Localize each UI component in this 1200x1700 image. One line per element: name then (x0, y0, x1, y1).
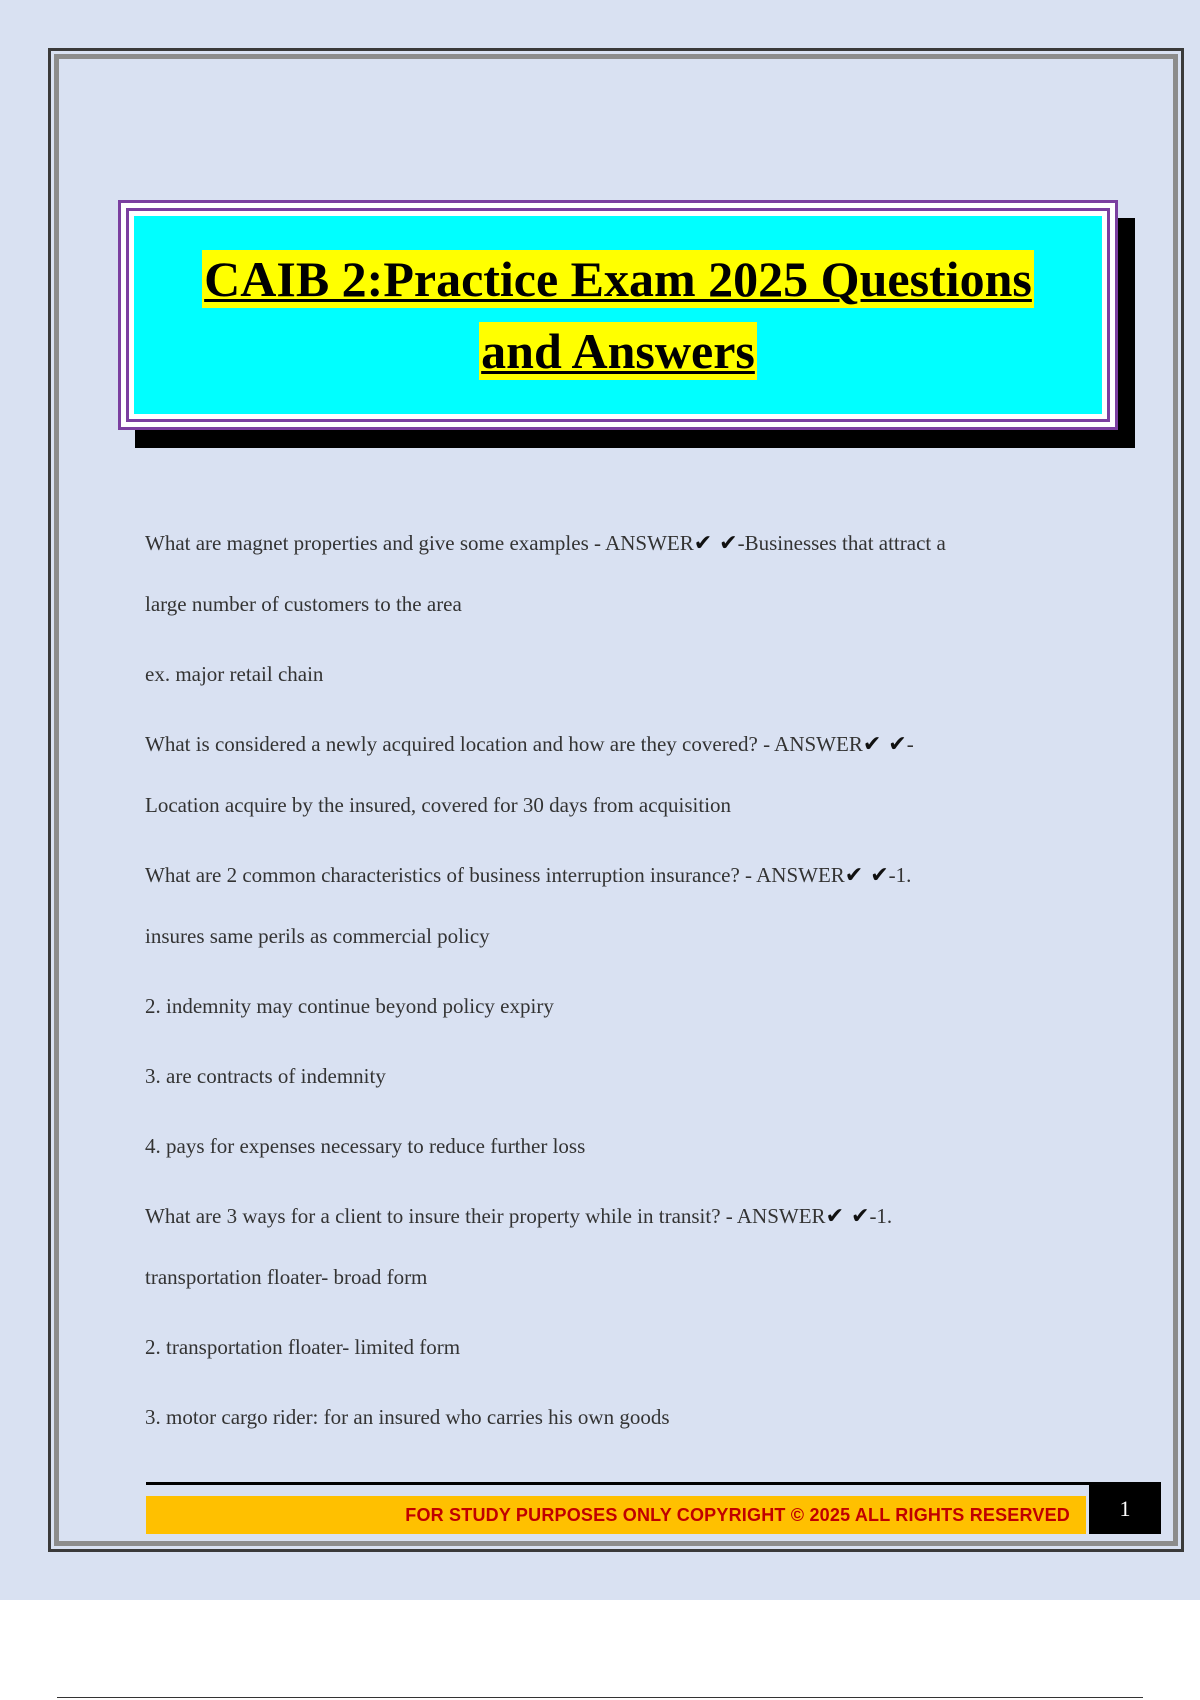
document-title-line-2: and Answers (481, 323, 755, 379)
qa-question (145, 528, 1085, 559)
answer-line: ex. major retail chain (145, 662, 324, 686)
answer-continuation: Location acquire by the insured, covered for 30 days from acquisition (145, 793, 732, 817)
footer-rule (146, 1482, 1161, 1485)
question-text: What are 3 ways for a client to insure their property while in transit? - ANSWER (145, 1204, 826, 1228)
answer-start: -1. (888, 863, 912, 887)
check-icon: ✔ ✔ (693, 531, 738, 556)
question-text: What are magnet properties and give some examples - ANSWER (145, 531, 694, 555)
qa-question (145, 1201, 1085, 1232)
qa-question (145, 860, 1085, 891)
answer-continuation: large number of customers to the area (145, 592, 462, 616)
answer-start: -Businesses that attract a (737, 531, 946, 555)
title-box (118, 200, 1118, 430)
qa-question (145, 729, 1085, 760)
document-title-line-1: CAIB 2:Practice Exam 2025 Questions (204, 251, 1032, 307)
footer-copyright-text: FOR STUDY PURPOSES ONLY COPYRIGHT © 2025 ALL RIGHTS RESERVED (405, 1504, 1070, 1525)
qa-content (145, 528, 1085, 1432)
answer-line: 4. pays for expenses necessary to reduce further loss (145, 1134, 586, 1158)
title-box-inner-border (126, 208, 1110, 422)
page-number-text: 1 (1119, 1496, 1131, 1521)
title-box-fill (134, 216, 1102, 414)
question-text: What is considered a newly acquired location and how are they covered? - ANSWER (145, 732, 863, 756)
page-number (1089, 1484, 1161, 1534)
answer-line: 3. motor cargo rider: for an insured who carries his own goods (145, 1405, 670, 1429)
answer-line: 2. indemnity may continue beyond policy expiry (145, 994, 554, 1018)
check-icon: ✔ ✔ (862, 732, 907, 757)
answer-continuation: insures same perils as commercial policy (145, 924, 490, 948)
check-icon: ✔ ✔ (844, 863, 889, 888)
check-icon: ✔ ✔ (825, 1204, 870, 1229)
answer-line: 3. are contracts of indemnity (145, 1064, 386, 1088)
answer-start: -1. (869, 1204, 893, 1228)
answer-line: 2. transportation floater- limited form (145, 1335, 461, 1359)
answer-start: - (906, 732, 914, 756)
answer-continuation: transportation floater- broad form (145, 1265, 428, 1289)
bottom-divider (57, 1697, 1143, 1698)
question-text: What are 2 common characteristics of business interruption insurance? - ANSWER (145, 863, 845, 887)
footer-bar (146, 1496, 1086, 1534)
